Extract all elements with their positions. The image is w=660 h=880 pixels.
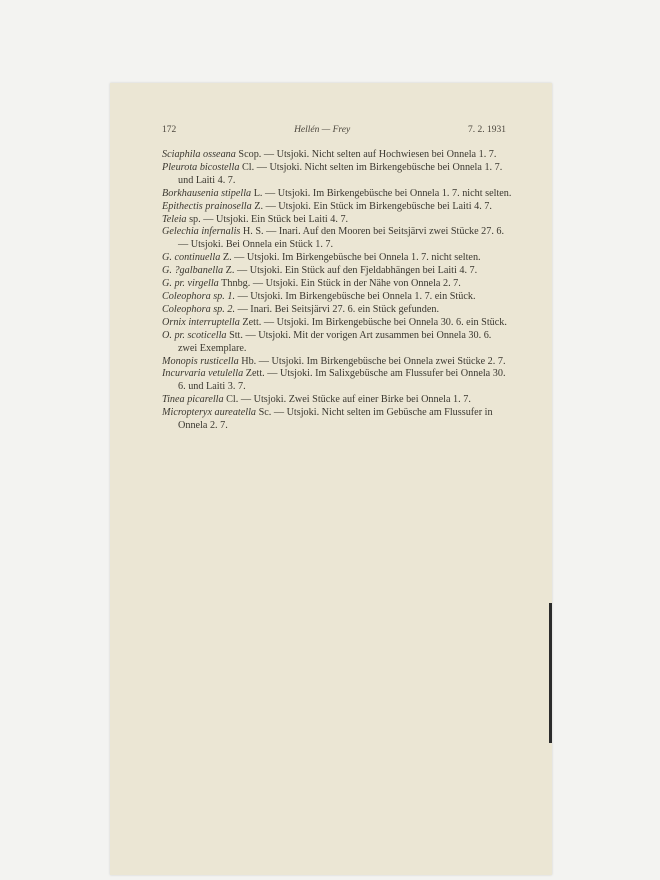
species-name: G. pr. virgella — [162, 278, 219, 290]
species-name: Teleia — [162, 213, 187, 225]
species-text: — Inari. Bei Seitsjärvi 27. 6. ein Stück gefunden. — [237, 303, 440, 315]
species-name: Gelechia infernalis — [162, 226, 241, 238]
list-item — [162, 252, 512, 265]
authors: Hellén — Frey — [294, 125, 351, 135]
list-item — [162, 291, 512, 304]
species-text: Stt. — Utsjoki. Mit der vorigen Art zusammen bei Onnela 30. 6. zwei Exemplare. — [178, 329, 492, 354]
list-item — [162, 226, 512, 252]
species-name: G. continuella — [162, 252, 221, 264]
species-text: Scop. — Utsjoki. Nicht selten auf Hochwiesen bei Onnela 1. 7. — [238, 149, 497, 160]
list-item — [162, 394, 512, 407]
list-item — [162, 407, 512, 433]
species-text: Z. — Utsjoki. Ein Stück im Birkengebüsche bei Laiti 4. 7. — [254, 200, 492, 212]
species-name: O. pr. scoticella — [162, 329, 227, 341]
list-item — [162, 149, 512, 162]
species-name: Epithectis prainosella — [162, 200, 252, 212]
species-name: Incurvaria vetulella — [162, 368, 244, 380]
date: 7. 2. 1931 — [467, 125, 506, 135]
document-page — [110, 83, 552, 875]
species-text: Cl. — Utsjoki. Zwei Stücke auf einer Birke bei Onnela 1. 7. — [226, 394, 471, 406]
species-text: Zett. — Utsjoki. Im Birkengebüsche bei Onnela 30. 6. ein Stück. — [242, 316, 507, 328]
species-text: Hb. — Utsjoki. Im Birkengebüsche bei Onnela zwei Stücke 2. 7. — [241, 355, 506, 367]
species-name: Micropteryx aureatella — [162, 407, 257, 419]
page-number: 172 — [162, 125, 177, 135]
list-item — [162, 201, 512, 214]
list-item — [162, 330, 512, 356]
species-name: Tinea picarella — [162, 394, 224, 406]
species-text: Sc. — Utsjoki. Nicht selten im Gebüsche am Flussufer in Onnela 2. 7. — [178, 407, 493, 432]
species-list — [162, 149, 512, 433]
list-item — [162, 188, 512, 201]
species-name: Ornix interruptella — [162, 316, 240, 328]
list-item — [162, 162, 512, 188]
list-item — [162, 278, 512, 291]
list-item — [162, 265, 512, 278]
binding-edge — [549, 603, 552, 743]
species-text: Cl. — Utsjoki. Nicht selten im Birkengebüsche bei Onnela 1. 7. und Laiti 4. 7. — [178, 161, 503, 186]
list-item — [162, 214, 512, 227]
species-name: Pleurota bicostella — [162, 161, 240, 173]
species-text: sp. — Utsjoki. Ein Stück bei Laiti 4. 7. — [189, 213, 349, 225]
species-name: Sciaphila osseana — [162, 149, 236, 160]
species-text: Z. — Utsjoki. Ein Stück auf den Fjeldabhängen bei Laiti 4. 7. — [225, 265, 478, 277]
list-item — [162, 368, 512, 394]
species-name: Coleophora sp. 1. — [162, 290, 236, 302]
species-name: G. ?galbanella — [162, 265, 224, 277]
list-item — [162, 356, 512, 369]
species-text: — Utsjoki. Im Birkengebüsche bei Onnela 1. 7. ein Stück. — [237, 290, 476, 302]
species-text: Zett. — Utsjoki. Im Salixgebüsche am Flussufer bei Onnela 30. 6. und Laiti 3. 7. — [178, 368, 506, 393]
running-head — [162, 125, 506, 135]
species-text: H. S. — Inari. Auf den Mooren bei Seitsjärvi zwei Stücke 27. 6. — Utsjoki. Bei Onnela ein Stück 1. 7. — [178, 226, 505, 251]
species-name: Monopis rusticella — [162, 355, 239, 367]
species-text: Thnbg. — Utsjoki. Ein Stück in der Nähe von Onnela 2. 7. — [221, 278, 461, 290]
species-text: L. — Utsjoki. Im Birkengebüsche bei Onnela 1. 7. nicht selten. — [253, 187, 512, 199]
species-name: Coleophora sp. 2. — [162, 303, 236, 315]
species-name: Borkhausenia stipella — [162, 187, 252, 199]
species-text: Z. — Utsjoki. Im Birkengebüsche bei Onnela 1. 7. nicht selten. — [222, 252, 481, 264]
list-item — [162, 304, 512, 317]
list-item — [162, 317, 512, 330]
